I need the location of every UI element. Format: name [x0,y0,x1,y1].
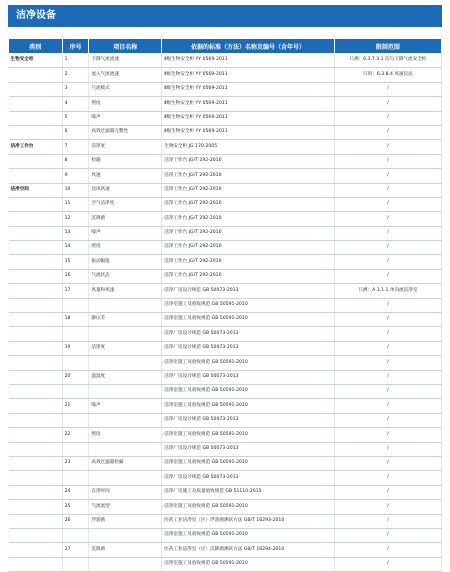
number-cell: 13 [62,226,89,240]
limit-range-cell: / [334,471,441,485]
table-row [9,356,442,370]
category-cell [9,313,63,327]
table-row [9,226,442,240]
number-cell [62,557,89,571]
category-cell [9,500,63,514]
standard-cell: 洁净室施工及验收规范 GB 50591-2010 [162,528,335,542]
item-name-cell [89,298,162,312]
number-cell: 26 [62,514,89,528]
table-row [9,298,442,312]
standard-cell: 洁净室施工及验收规范 GB 50591-2010 [162,500,335,514]
item-name-cell [89,528,162,542]
category-cell: 生物安全柜 [9,54,63,68]
category-cell [9,212,63,226]
standard-cell: 洁净工作台 JG/T 292-2010 [162,241,335,255]
number-cell: 17 [62,284,89,298]
item-name-cell: 高效过滤器完整性 [89,125,162,139]
limit-range-cell: / [334,97,441,111]
table-row [9,197,442,211]
standard-cell: 洁净厂房设计规范 GB 50073-2013 [162,413,335,427]
item-name-cell: 风速 [89,169,162,183]
category-cell [9,255,63,269]
standard-cell: 洁净室施工及验收规范 GB 50591-2010 [162,428,335,442]
number-cell: 25 [62,500,89,514]
standard-cell: Ⅱ级生物安全柜 YY 0569-2011 [162,97,335,111]
limit-range-cell: / [334,255,441,269]
standard-cell: 洁净室施工及验收规范 GB 50591-2010 [162,298,335,312]
number-cell [62,528,89,542]
limit-range-cell: / [334,442,441,456]
item-name-cell: 噪声 [89,111,162,125]
table-row [9,399,442,413]
standard-cell: 洁净厂房设计规范 GB 50073-2013 [162,327,335,341]
table-row [9,154,442,168]
item-name-cell: 照度 [89,241,162,255]
item-name-cell: 检漏 [89,154,162,168]
table-row [9,485,442,499]
standard-cell: 洁净室施工及验收规范 GB 50591-2010 [162,313,335,327]
category-cell [9,241,63,255]
table-row [9,82,442,96]
limit-range-cell: / [334,370,441,384]
item-name-cell: 下降气流流速 [89,54,162,68]
limit-range-cell: / [334,140,441,154]
header-number: 序号 [62,39,89,54]
item-name-cell: 振动幅值 [89,255,162,269]
limit-range-cell: 只测：6.3.7.3.1 均匀下降气流安全柜 [334,54,441,68]
item-name-cell: 浮游菌 [89,514,162,528]
limit-range-cell: / [334,183,441,197]
item-name-cell [89,384,162,398]
number-cell: 21 [62,399,89,413]
item-name-cell: 静压差 [89,313,162,327]
table-row [9,428,442,442]
number-cell: 19 [62,341,89,355]
table-row [9,327,442,341]
category-cell: 洁净空间 [9,183,63,197]
limit-range-cell: / [334,399,441,413]
limit-range-cell: / [334,241,441,255]
table-row [9,500,442,514]
item-name-cell: 气流流型 [89,500,162,514]
category-cell [9,284,63,298]
table-row [9,442,442,456]
item-name-cell [89,356,162,370]
limit-range-cell: / [334,197,441,211]
category-cell [9,298,63,312]
header-category: 类别 [9,39,63,54]
standards-table [8,38,442,572]
category-cell [9,428,63,442]
number-cell [62,384,89,398]
table-row [9,125,442,139]
item-name-cell: 空气洁净度 [89,197,162,211]
item-name-cell: 沉降菌 [89,212,162,226]
category-cell [9,341,63,355]
standard-cell: 洁净工作台 JG/T 292-2010 [162,212,335,226]
table-row [9,370,442,384]
item-name-cell [89,442,162,456]
standard-cell: 洁净工作台 JG/T 292-2010 [162,154,335,168]
table-row [9,183,442,197]
limit-range-cell: / [334,226,441,240]
standard-cell: Ⅱ级生物安全柜 YY 0569-2011 [162,82,335,96]
number-cell: 9 [62,169,89,183]
number-cell: 4 [62,97,89,111]
table-row [9,313,442,327]
category-cell [9,68,63,82]
category-cell [9,82,63,96]
table-row [9,97,442,111]
number-cell: 8 [62,154,89,168]
category-cell [9,456,63,470]
number-cell: 12 [62,212,89,226]
limit-range-cell: 只测：A 3.1.1 单向流洁净室 [334,284,441,298]
limit-range-cell: / [334,557,441,571]
limit-range-cell: / [334,212,441,226]
category-cell [9,485,63,499]
standard-cell: 医药工业洁净室（区）浮游菌测试方法 GB/T 16293-2010 [162,514,335,528]
item-name-cell: 高效过滤器检漏 [89,456,162,470]
standard-cell: 洁净室施工及验收规范 GB 50591-2010 [162,384,335,398]
number-cell: 2 [62,68,89,82]
table-row [9,471,442,485]
limit-range-cell: / [334,456,441,470]
table-row [9,269,442,283]
section-title: 洁净设备 [16,10,56,21]
limit-range-cell: / [334,82,441,96]
item-name-cell: 沉降菌 [89,543,162,557]
table-row [9,54,442,68]
number-cell: 6 [62,125,89,139]
number-cell: 10 [62,183,89,197]
number-cell: 1 [62,54,89,68]
standard-cell: 洁净厂房施工及质量验收规范 GB 51110-2015 [162,485,335,499]
section-title-banner [8,5,442,27]
table-body [9,54,442,572]
category-cell [9,399,63,413]
number-cell: 24 [62,485,89,499]
standard-cell: Ⅱ级生物安全柜 YY 0569-2011 [162,111,335,125]
header-limit: 限制范围 [334,39,441,54]
table-row [9,212,442,226]
standard-cell: 洁净室施工及验收规范 GB 50591-2010 [162,557,335,571]
number-cell: 22 [62,428,89,442]
limit-range-cell: / [334,313,441,327]
category-cell [9,413,63,427]
category-cell [9,269,63,283]
limit-range-cell: / [334,298,441,312]
number-cell: 14 [62,241,89,255]
item-name-cell: 风量和风速 [89,284,162,298]
item-name-cell: 噪声 [89,399,162,413]
category-cell [9,528,63,542]
limit-range-cell: 只用：6.3.8.4 风速仪法 [334,68,441,82]
number-cell [62,356,89,370]
number-cell [62,413,89,427]
standard-cell: 洁净工作台 JG/T 292-2010 [162,269,335,283]
table-row [9,514,442,528]
number-cell: 7 [62,140,89,154]
number-cell: 20 [62,370,89,384]
item-name-cell: 气流模式 [89,82,162,96]
limit-range-cell: / [334,111,441,125]
limit-range-cell: / [334,528,441,542]
category-cell: 洁净工作台 [9,140,63,154]
table-row [9,284,442,298]
standard-cell: 洁净厂房设计规范 GB 50073-2013 [162,284,335,298]
item-name-cell: 温湿度 [89,370,162,384]
table-row [9,68,442,82]
limit-range-cell: / [334,356,441,370]
item-name-cell [89,413,162,427]
number-cell: 5 [62,111,89,125]
limit-range-cell: / [334,485,441,499]
number-cell: 15 [62,255,89,269]
limit-range-cell: / [334,125,441,139]
category-cell [9,471,63,485]
table-row [9,341,442,355]
item-name-cell: 气流状态 [89,269,162,283]
category-cell [9,154,63,168]
item-name-cell: 送风风速 [89,183,162,197]
standard-cell: Ⅱ级生物安全柜 YY 0569-2011 [162,125,335,139]
category-cell [9,226,63,240]
table-row [9,413,442,427]
item-name-cell: 流入气流流速 [89,68,162,82]
table-row [9,169,442,183]
number-cell [62,327,89,341]
category-cell [9,543,63,557]
header-item: 项目名称 [89,39,162,54]
table-row [9,456,442,470]
limit-range-cell: / [334,514,441,528]
number-cell: 16 [62,269,89,283]
item-name-cell: 照度 [89,428,162,442]
standard-cell: 洁净室施工及验收规范 GB 50591-2010 [162,356,335,370]
category-cell [9,557,63,571]
table-row [9,140,442,154]
limit-range-cell: / [334,413,441,427]
item-name-cell [89,557,162,571]
number-cell: 23 [62,456,89,470]
number-cell: 3 [62,82,89,96]
item-name-cell: 自净时间 [89,485,162,499]
standard-cell: 洁净厂房设计规范 GB 50073-2013 [162,370,335,384]
standard-cell: 洁净工作台 JG/T 292-2010 [162,197,335,211]
item-name-cell: 洁净度 [89,341,162,355]
item-name-cell: 照度 [89,97,162,111]
table-row [9,241,442,255]
limit-range-cell: / [334,269,441,283]
item-name-cell: 洁净度 [89,140,162,154]
category-cell [9,514,63,528]
category-cell [9,370,63,384]
table-row [9,543,442,557]
number-cell: 27 [62,543,89,557]
category-cell [9,442,63,456]
item-name-cell [89,327,162,341]
number-cell [62,442,89,456]
table-row [9,255,442,269]
category-cell [9,169,63,183]
number-cell [62,298,89,312]
standard-cell: 洁净工作台 JG/T 292-2010 [162,255,335,269]
standard-cell: 洁净室施工及验收规范 GB 50591-2010 [162,399,335,413]
category-cell [9,356,63,370]
category-cell [9,111,63,125]
item-name-cell [89,471,162,485]
table-row [9,384,442,398]
table-row [9,528,442,542]
category-cell [9,197,63,211]
number-cell: 18 [62,313,89,327]
limit-range-cell: / [334,327,441,341]
standard-cell: 洁净工作台 JG/T 292-2010 [162,169,335,183]
number-cell [62,471,89,485]
category-cell [9,384,63,398]
limit-range-cell: / [334,428,441,442]
header-standard: 依据的标准（方法）名称及编号（含年号） [162,39,335,54]
standard-cell: 洁净厂房设计规范 GB 50073-2013 [162,341,335,355]
table-row [9,557,442,571]
standard-cell: 生物安全柜 JG 170-2005 [162,140,335,154]
standard-cell: 洁净工作台 JG/T 292-2010 [162,226,335,240]
standard-cell: Ⅱ级生物安全柜 YY 0569-2011 [162,68,335,82]
standard-cell: Ⅱ级生物安全柜 YY 0569-2011 [162,54,335,68]
limit-range-cell: / [334,154,441,168]
table-header-row [9,39,442,54]
standard-cell: 洁净厂房设计规范 GB 50073-2013 [162,442,335,456]
table-row [9,111,442,125]
limit-range-cell: / [334,341,441,355]
standard-cell: 洁净室施工及验收规范 GB 50591-2010 [162,456,335,470]
standard-cell: 洁净厂房设计规范 GB 50073-2013 [162,471,335,485]
category-cell [9,97,63,111]
category-cell [9,327,63,341]
item-name-cell: 噪声 [89,226,162,240]
number-cell: 11 [62,197,89,211]
limit-range-cell: / [334,384,441,398]
standard-cell: 医药工业洁净室（区）沉降菌测试方法 GB/T 16294-2010 [162,543,335,557]
limit-range-cell: / [334,543,441,557]
limit-range-cell: / [334,169,441,183]
category-cell [9,125,63,139]
standard-cell: 洁净工作台 JG/T 292-2010 [162,183,335,197]
limit-range-cell: / [334,500,441,514]
